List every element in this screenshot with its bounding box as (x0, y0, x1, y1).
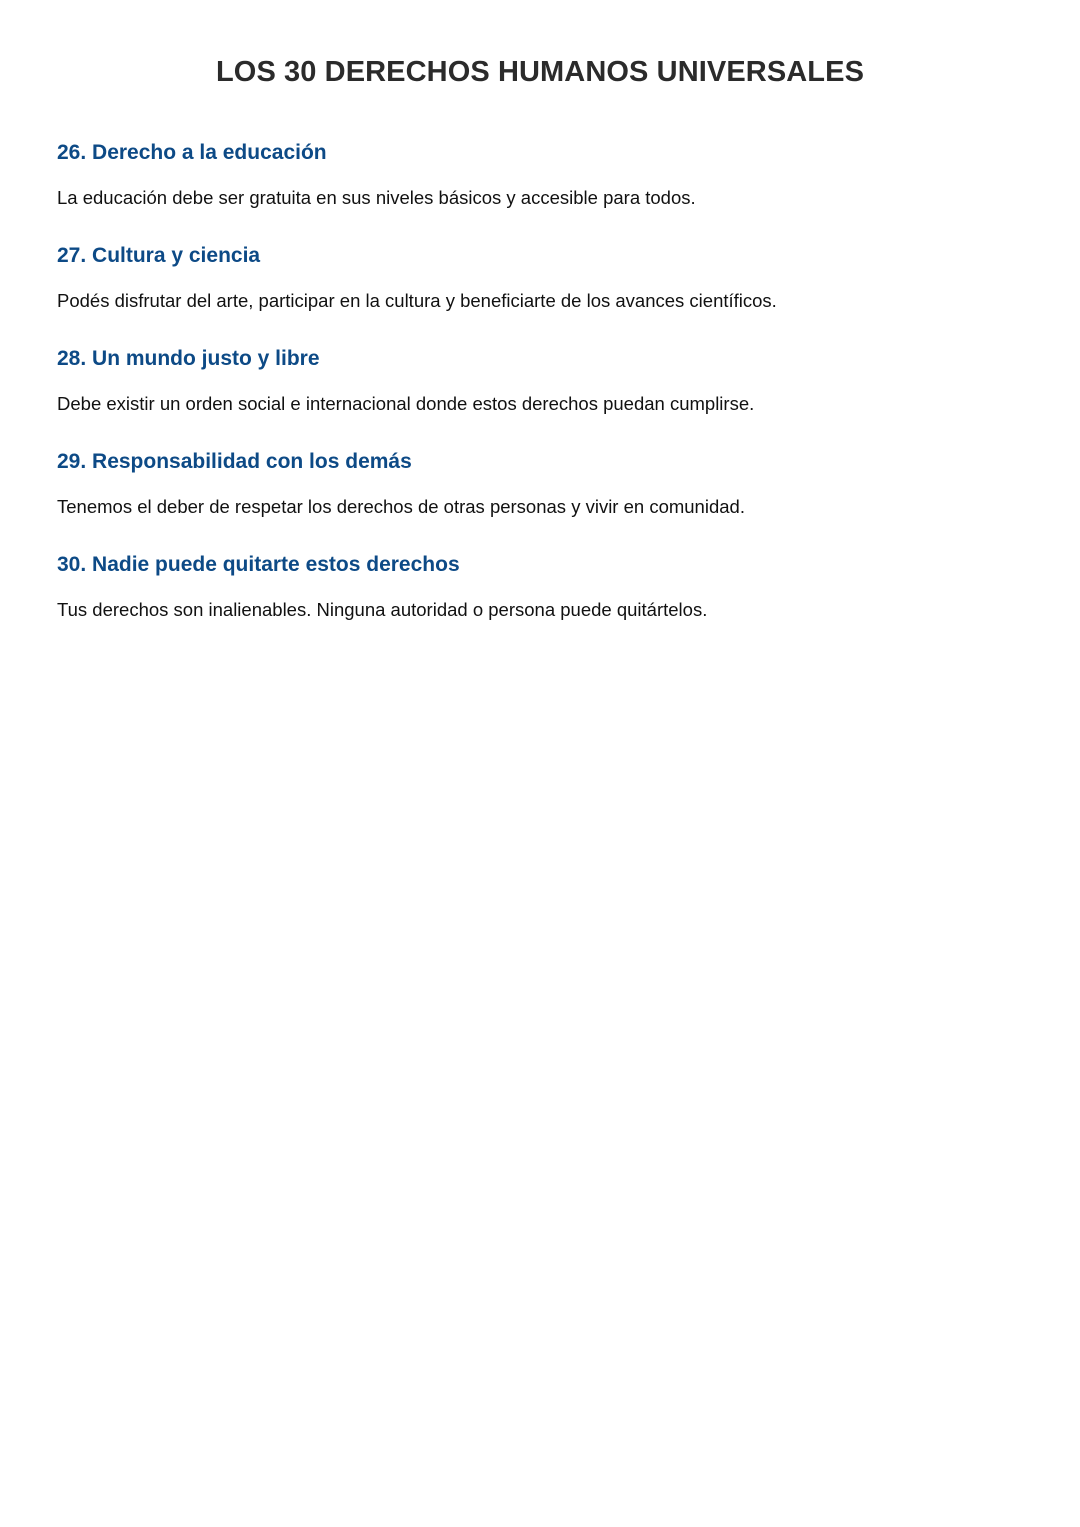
section-body: La educación debe ser gratuita en sus niveles básicos y accesible para todos. (57, 187, 696, 208)
section-heading: 26. Derecho a la educación (57, 141, 327, 164)
section-heading: 28. Un mundo justo y libre (57, 347, 320, 370)
section-right-29 (57, 449, 1037, 519)
section-body: Debe existir un orden social e internacional donde estos derechos puedan cumplirse. (57, 393, 755, 414)
section-heading: 30. Nadie puede quitarte estos derechos (57, 553, 460, 576)
section-heading: 27. Cultura y ciencia (57, 244, 261, 267)
section-right-28 (57, 346, 1037, 416)
section-body: Podés disfrutar del arte, participar en la cultura y beneficiarte de los avances científicos. (57, 290, 777, 311)
section-right-27 (57, 243, 1037, 313)
section-right-30 (57, 552, 1037, 622)
section-body: Tenemos el deber de respetar los derechos de otras personas y vivir en comunidad. (57, 496, 745, 517)
section-right-26 (57, 140, 1037, 210)
section-heading: 29. Responsabilidad con los demás (57, 450, 412, 473)
section-body: Tus derechos son inalienables. Ninguna autoridad o persona puede quitártelos. (57, 599, 708, 620)
document-title: LOS 30 DERECHOS HUMANOS UNIVERSALES (215, 56, 865, 88)
